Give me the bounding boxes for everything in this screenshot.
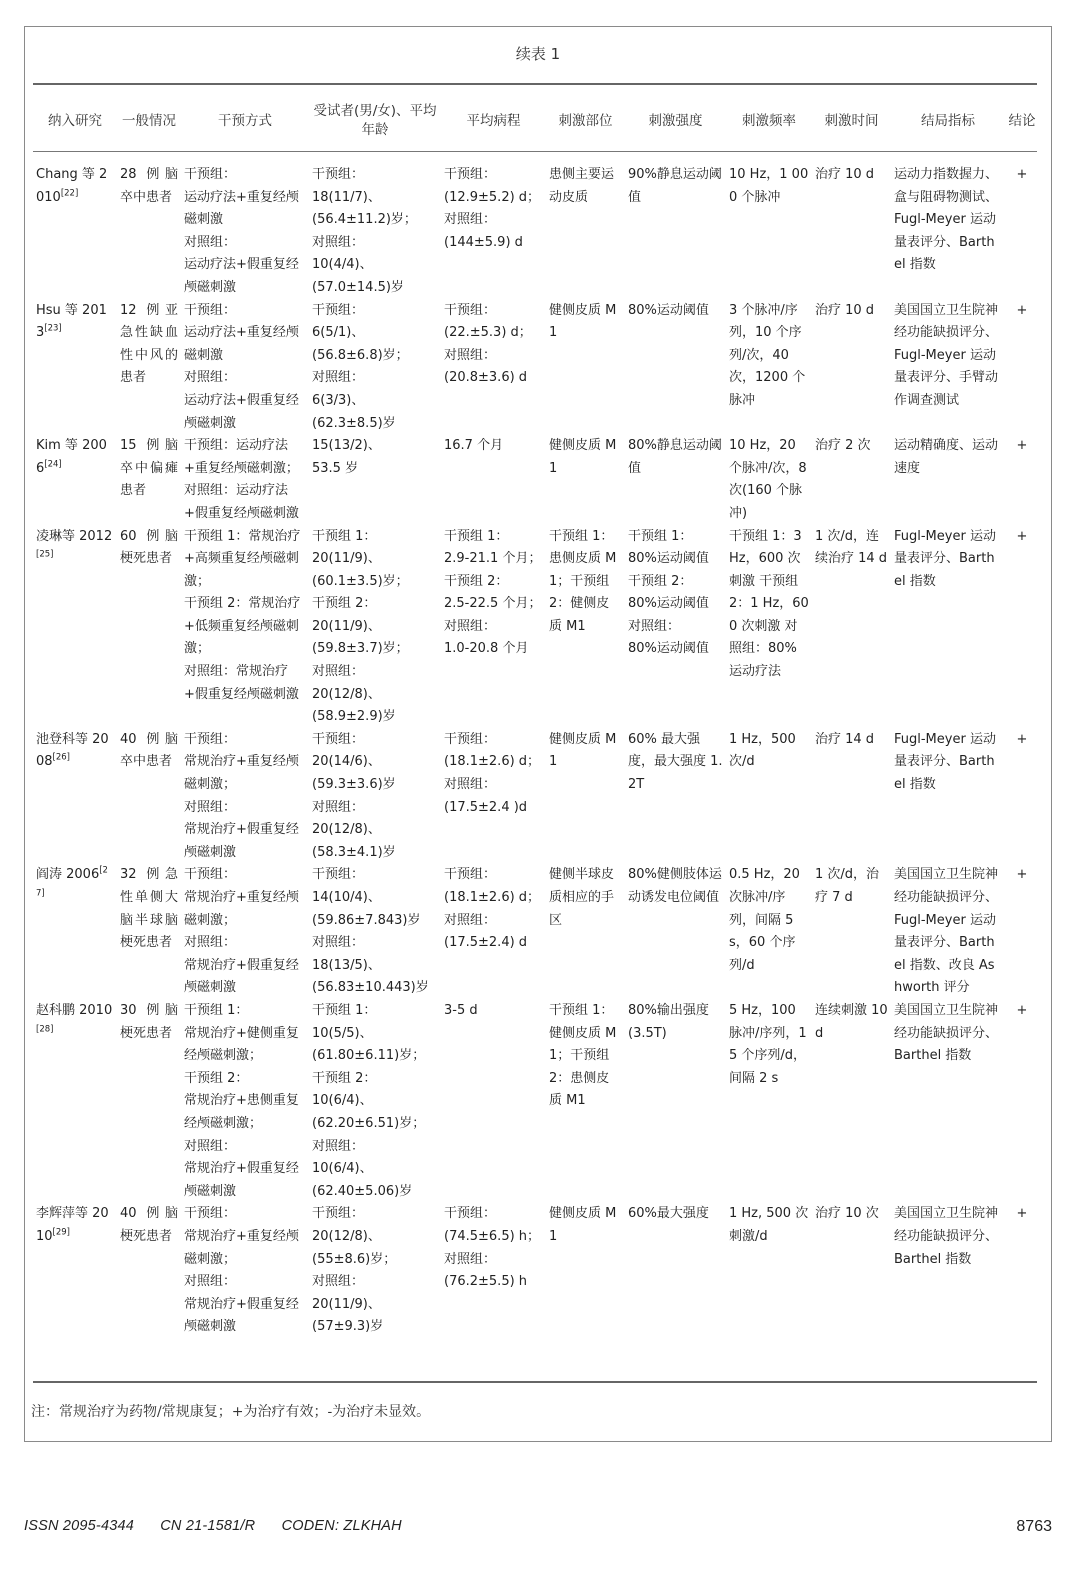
cell-line: (17.5±2.4) d [444, 935, 528, 951]
cell-duration [441, 153, 546, 300]
header-cell: 干预方式 [218, 112, 272, 129]
cell-line: (62.3±8.5)岁 [312, 415, 396, 431]
cell-conclusion: + [1016, 167, 1028, 182]
page-number: 8763 [1016, 1518, 1052, 1535]
cell-frequency: 10 Hz，20 个脉冲/次，8 次(160 个脉冲) [729, 438, 807, 521]
cell-frequency: 5 Hz，100 脉冲/序列，15 个序列/d，间隔 2 s [729, 1002, 807, 1086]
cell-line: 20(12/8)、 [312, 822, 381, 838]
cell-line: 干预组： [444, 167, 497, 182]
cell-line: (56.83±10.443)岁 [312, 980, 429, 996]
header-cell: 纳入研究 [48, 112, 102, 129]
cell-subjects [309, 1203, 441, 1339]
cell-intensity: 80%运动阈值 [628, 302, 709, 318]
cell-subjects [309, 300, 441, 436]
table-row [33, 300, 1039, 436]
reference-marker: [24] [44, 459, 62, 470]
cell-frequency: 干预组 1：3 Hz，600 次刺激 干预组 2：1 Hz，600 次刺激 对照组：80%运动疗法 [729, 528, 809, 680]
cell-conclusion: + [1016, 1206, 1028, 1222]
cell-duration [441, 1203, 546, 1339]
cell-study [33, 300, 117, 436]
header-row [33, 89, 1039, 153]
study-name: 阎涛 2006 [36, 867, 100, 883]
cell-conclusion: + [1016, 438, 1028, 454]
study-name: 池登科等 2008 [36, 731, 109, 770]
header-cell: 结局指标 [921, 112, 975, 129]
cell-line: 对照组： [184, 234, 237, 250]
table-row [33, 729, 1039, 865]
bottom-rule [33, 1381, 1037, 1383]
cell-line: 干预组 1： [312, 1002, 377, 1018]
cell-general: 32 例急性单侧大脑半球脑梗死患者 [120, 867, 178, 951]
cn-text: CN 21-1581/R [160, 1518, 256, 1534]
header-cell: 刺激强度 [648, 112, 703, 129]
cell-duration [441, 729, 546, 865]
cell-subjects [309, 1000, 441, 1203]
reference-marker: [27] [36, 866, 108, 899]
cell-time: 治疗 10 次 [815, 1206, 879, 1222]
table-row [33, 1000, 1039, 1203]
cell-time: 1 次/d，治疗 7 d [815, 867, 880, 905]
cell-frequency: 1 Hz, 500 次刺激/d [729, 1206, 809, 1244]
cell-conclusion: + [1016, 1002, 1028, 1018]
reference-marker: [29] [52, 1227, 70, 1238]
cell-outcome: 美国国立卫生院神经功能缺损评分、Fugl-Meyer 运动量表评分、手臂动作调查测试 [894, 302, 999, 408]
cell-general: 60 例脑梗死患者 [120, 528, 178, 567]
cell-line: 对照组： [312, 370, 365, 386]
cell-conclusion: + [1016, 867, 1028, 883]
cell-line: 常规治疗+假重复经颅磁刺激 [184, 822, 299, 860]
cell-line: (18.1±2.6) d； [444, 890, 541, 905]
cell-line: 对照组： [312, 799, 365, 815]
cell-line: 干预组 2： [184, 1070, 249, 1086]
cell-general: 40 例脑梗死患者 [120, 1206, 178, 1244]
cell-time: 治疗 10 d [815, 302, 875, 318]
top-rule [33, 83, 1037, 85]
study-name: Hsu 等 2013 [36, 302, 107, 341]
cell-outcome: 运动精确度、运动速度 [894, 438, 999, 476]
cell-line: (18.1±2.6) d； [444, 754, 541, 770]
cell-intervention [181, 153, 309, 300]
cell-line: 运动疗法+假重复经颅磁刺激 [184, 392, 299, 431]
cell-line: 对照组： [184, 1138, 237, 1154]
cell-line: 常规治疗+重复经颅磁刺激； [184, 754, 299, 793]
cell-line: 对照组： [312, 1274, 365, 1290]
cell-site: 健侧皮质 M1 [549, 731, 617, 770]
cell-intervention [181, 300, 309, 436]
cell-study [33, 1203, 117, 1339]
cell-line: 18(13/5)、 [312, 957, 381, 973]
cell-study [33, 526, 117, 729]
cell-subjects [309, 729, 441, 865]
cell-line: 对照组：运动疗法+假重复经颅磁刺激 [184, 483, 299, 521]
cell-line: 1.0-20.8 个月 [444, 641, 529, 657]
table-caption: 续表 1 [515, 45, 561, 63]
header-cell: 刺激时间 [824, 112, 879, 129]
cell-intensity: 80%输出强度(3.5T) [628, 1002, 709, 1041]
cell-line: 14(10/4)、 [312, 890, 381, 905]
cell-line: (57.0±14.5)岁 [312, 279, 404, 295]
cell-line: 干预组 2：常规治疗+低频重复经颅磁刺激； [184, 596, 301, 657]
cell-subjects [309, 153, 441, 300]
cell-frequency: 0.5 Hz，20 次脉冲/序列，间隔 5 s，60 个序列/d [729, 867, 800, 973]
cell-line: 干预组： [184, 167, 237, 182]
reference-marker: [22] [60, 188, 79, 199]
cell-intensity: 60% 最大强度，最大强度 1.2T [628, 731, 723, 793]
cell-general: 40 例脑卒中患者 [120, 731, 178, 770]
table-row [33, 526, 1039, 729]
cell-line: 干预组 1：常规治疗+高频重复经颅磁刺激； [184, 528, 301, 589]
cell-line: (61.80±6.11)岁； [312, 1048, 426, 1064]
cell-line: 16.7 个月 [444, 438, 504, 454]
cell-line: (55±8.6)岁； [312, 1251, 397, 1267]
cell-site: 健侧皮质 M1 [549, 1206, 617, 1244]
reference-marker: [25] [36, 549, 54, 560]
cell-line: 20(11/9)、 [312, 551, 381, 567]
cell-line: 6(5/1)、 [312, 325, 365, 341]
cell-line: (59.8±3.7)岁； [312, 641, 409, 657]
cell-intervention [181, 729, 309, 865]
cell-duration [441, 526, 546, 729]
cell-line: 常规治疗+假重复经颅磁刺激 [184, 1161, 299, 1199]
cell-conclusion: + [1016, 731, 1028, 747]
cell-line: 干预组： [184, 867, 237, 883]
cell-line: 10(6/4)、 [312, 1161, 373, 1177]
cell-time: 治疗 2 次 [815, 438, 871, 454]
cell-intensity: 80%健侧肢体运动诱发电位阈值 [628, 867, 722, 905]
cell-line: 对照组： [184, 370, 237, 386]
cell-line: 对照组： [184, 799, 237, 815]
cell-line: 3-5 d [444, 1002, 478, 1018]
cell-duration [441, 300, 546, 436]
cell-conclusion: + [1016, 528, 1028, 544]
cell-line: 干预组： [312, 302, 365, 318]
cell-line: (144±5.9) d [444, 234, 523, 250]
cell-duration [441, 864, 546, 1000]
cell-line: 常规治疗+健侧重复经颅磁刺激； [184, 1025, 299, 1064]
cell-site: 健侧皮质 M1 [549, 438, 617, 476]
cell-line: 对照组： [444, 777, 497, 793]
cell-line: 常规治疗+假重复经颅磁刺激 [184, 1296, 299, 1335]
journal-identifiers [24, 1518, 424, 1534]
cell-line: 对照组： [444, 618, 497, 634]
cell-line: 常规治疗+假重复经颅磁刺激 [184, 957, 299, 996]
cell-line: (56.8±6.8)岁； [312, 347, 409, 363]
cell-line: 干预组：运动疗法+重复经颅磁刺激； [184, 438, 299, 476]
cell-general: 28 例脑卒中患者 [120, 167, 178, 205]
cell-line: 对照组： [312, 1138, 365, 1154]
table-frame [24, 26, 1052, 1442]
cell-line: (59.3±3.6)岁 [312, 777, 396, 793]
cell-line: 干预组 1： [444, 528, 509, 544]
cell-general: 30 例脑梗死患者 [120, 1002, 178, 1041]
cell-outcome: Fugl-Meyer 运动量表评分、Barthel 指数 [894, 731, 996, 793]
cell-line: 干预组 2： [628, 573, 693, 589]
cell-time: 1 次/d，连续治疗 14 d [815, 528, 888, 567]
cell-line: 53.5 岁 [312, 460, 359, 476]
reference-marker: [28] [36, 1024, 54, 1035]
cell-intervention [181, 435, 309, 525]
cell-frequency: 1 Hz，500 次/d [729, 731, 796, 770]
cell-line: 对照组： [444, 212, 497, 228]
cell-line: (59.86±7.843)岁 [312, 912, 421, 928]
cell-intensity: 60%最大强度 [628, 1206, 709, 1222]
cell-line: 运动疗法+假重复经颅磁刺激 [184, 257, 299, 295]
header-cell: 平均病程 [466, 112, 521, 129]
cell-line: (12.9±5.2) d； [444, 189, 541, 205]
cell-site: 干预组 1：患侧皮质 M1；干预组 2：健侧皮质 M1 [549, 528, 617, 634]
cell-line: 干预组： [444, 867, 497, 883]
cell-line: 运动疗法+重复经颅磁刺激 [184, 325, 299, 363]
cell-outcome: Fugl-Meyer 运动量表评分、Barthel 指数 [894, 528, 996, 589]
cell-frequency: 10 Hz，1 000 个脉冲 [729, 167, 809, 205]
cell-study [33, 435, 117, 525]
cell-intervention [181, 526, 309, 729]
cell-site: 干预组 1：健侧皮质 M1；干预组 2：患侧皮质 M1 [549, 1002, 617, 1109]
cell-intensity [625, 526, 726, 729]
table-row [33, 435, 1039, 525]
cell-line: 对照组： [312, 664, 365, 680]
cell-site: 健侧半球皮质相应的手区 [549, 867, 615, 928]
cell-outcome: 美国国立卫生院神经功能缺损评分、Barthel 指数 [894, 1206, 999, 1267]
header-cell: 一般情况 [122, 112, 176, 129]
cell-line: 80%运动阈值 [628, 551, 709, 567]
table-row [33, 1203, 1039, 1339]
cell-line: 80%运动阈值 [628, 641, 709, 657]
cell-line: 干预组： [184, 302, 237, 318]
cell-duration [441, 435, 546, 525]
cell-intensity: 90%静息运动阈值 [628, 167, 722, 205]
cell-line: 干预组 2： [312, 1070, 377, 1086]
cell-line: 2.5-22.5 个月； [444, 596, 542, 612]
cell-duration [441, 1000, 546, 1203]
cell-outcome: 美国国立卫生院神经功能缺损评分、Fugl-Meyer 运动量表评分、Barthel 指数、改良 Ashworth 评分 [894, 867, 999, 996]
cell-subjects [309, 864, 441, 1000]
cell-line: (58.9±2.9)岁 [312, 709, 396, 725]
cell-line: 常规治疗+患侧重复经颅磁刺激； [184, 1093, 299, 1131]
cell-outcome: 运动力指数握力、盒与阻碍物测试、Fugl-Meyer 运动量表评分、Barthel 指数 [894, 167, 999, 273]
cell-line: 20(11/9)、 [312, 618, 381, 634]
cell-line: 20(11/9)、 [312, 1296, 381, 1312]
table-row [33, 864, 1039, 1000]
study-name: 凌琳等 2012 [36, 528, 113, 544]
cell-line: 80%运动阈值 [628, 596, 709, 612]
cell-line: 20(12/8)、 [312, 686, 381, 702]
cell-line: 干预组 2： [444, 573, 509, 589]
cell-line: (62.40±5.06)岁 [312, 1183, 413, 1199]
cell-line: 运动疗法+重复经颅磁刺激 [184, 189, 299, 228]
issn-text: ISSN 2095-4344 [24, 1518, 135, 1534]
cell-line: 对照组：常规治疗+假重复经颅磁刺激 [184, 664, 299, 702]
cell-line: 干预组： [312, 1206, 365, 1222]
reference-marker: [23] [44, 323, 62, 334]
cell-line: 干预组： [312, 731, 365, 747]
cell-study [33, 864, 117, 1000]
cell-line: 干预组： [312, 867, 365, 883]
table-row [33, 153, 1039, 300]
cell-line: (20.8±3.6) d [444, 370, 528, 386]
cell-line: 15(13/2)、 [312, 438, 381, 454]
cell-line: 干预组： [312, 167, 365, 182]
cell-subjects [309, 526, 441, 729]
cell-line: 干预组 2： [312, 596, 377, 612]
cell-time: 治疗 10 d [815, 167, 875, 182]
cell-general: 12 例亚急性缺血性中风的患者 [120, 302, 178, 386]
cell-line: 干预组： [444, 1206, 497, 1222]
header-cell: 结论 [1008, 112, 1036, 129]
cell-line: (58.3±4.1)岁 [312, 844, 396, 860]
cell-line: 20(14/6)、 [312, 754, 381, 770]
study-name: Kim 等 2006 [36, 438, 107, 476]
cell-line: 对照组： [628, 618, 681, 634]
cell-line: 10(4/4)、 [312, 257, 373, 273]
cell-frequency: 3 个脉冲/序列，10 个序列/次，40 次，1200 个脉冲 [729, 302, 806, 408]
cell-line: 对照组： [444, 912, 497, 928]
cell-intervention [181, 864, 309, 1000]
cell-site: 健侧皮质 M1 [549, 302, 617, 341]
cell-line: 常规治疗+重复经颅磁刺激； [184, 890, 299, 928]
cell-line: (62.20±6.51)岁； [312, 1115, 426, 1131]
cell-line: (22.±5.3) d； [444, 325, 532, 341]
cell-line: 对照组： [444, 1251, 497, 1267]
cell-line: 干预组： [444, 731, 497, 747]
cell-study [33, 729, 117, 865]
cell-outcome: 美国国立卫生院神经功能缺损评分、Barthel 指数 [894, 1002, 999, 1064]
cell-line: 对照组： [312, 234, 365, 250]
header-cell: 刺激部位 [558, 112, 613, 129]
cell-line: 2.9-21.1 个月； [444, 551, 542, 567]
cell-line: 18(11/7)、 [312, 189, 381, 205]
cell-line: 常规治疗+重复经颅磁刺激； [184, 1228, 299, 1267]
cell-conclusion: + [1016, 302, 1028, 318]
results-table [33, 89, 1039, 1339]
cell-intervention [181, 1203, 309, 1339]
cell-line: (76.2±5.5) h [444, 1274, 528, 1290]
table-body [33, 153, 1039, 1339]
cell-line: 对照组： [312, 935, 365, 951]
study-name: 赵科鹏 2010 [36, 1002, 113, 1018]
cell-line: 对照组： [184, 935, 237, 951]
coden-text: CODEN: ZLKHAH [281, 1518, 402, 1534]
cell-line: 10(5/5)、 [312, 1025, 373, 1041]
cell-line: 干预组： [184, 731, 237, 747]
header-cell: 受试者(男/女)、平均年龄 [313, 103, 437, 138]
cell-line: 干预组 1： [312, 528, 377, 544]
cell-line: 10(6/4)、 [312, 1093, 373, 1109]
reference-marker: [26] [52, 753, 70, 764]
study-name: 李辉萍等 2010 [36, 1206, 109, 1244]
cell-intervention [181, 1000, 309, 1203]
cell-general: 15 例脑卒中偏瘫患者 [120, 438, 178, 499]
study-name: Chang 等 2010 [36, 167, 108, 205]
table-note: 注：常规治疗为药物/常规康复；+为治疗有效；-为治疗未显效。 [31, 1404, 431, 1420]
cell-study [33, 1000, 117, 1203]
cell-line: 20(12/8)、 [312, 1228, 381, 1244]
cell-line: (56.4±11.2)岁； [312, 212, 417, 228]
cell-line: 干预组： [184, 1206, 237, 1222]
cell-line: 干预组 1： [628, 528, 693, 544]
cell-study [33, 153, 117, 300]
cell-line: (57±9.3)岁 [312, 1319, 384, 1335]
cell-line: (60.1±3.5)岁； [312, 573, 409, 589]
cell-line: (17.5±2.4 )d [444, 799, 528, 815]
cell-time: 连续刺激 10 d [815, 1002, 888, 1041]
cell-site: 患侧主要运动皮质 [549, 167, 615, 205]
cell-line: (74.5±6.5) h； [444, 1228, 541, 1244]
cell-time: 治疗 14 d [815, 731, 875, 747]
cell-line: 干预组： [444, 302, 497, 318]
cell-line: 对照组： [184, 1274, 237, 1290]
cell-line: 6(3/3)、 [312, 392, 365, 408]
cell-line: 干预组 1： [184, 1002, 249, 1018]
cell-intensity: 80%静息运动阈值 [628, 438, 722, 476]
header-cell: 刺激频率 [742, 112, 796, 129]
cell-subjects [309, 435, 441, 525]
cell-line: 对照组： [444, 347, 497, 363]
